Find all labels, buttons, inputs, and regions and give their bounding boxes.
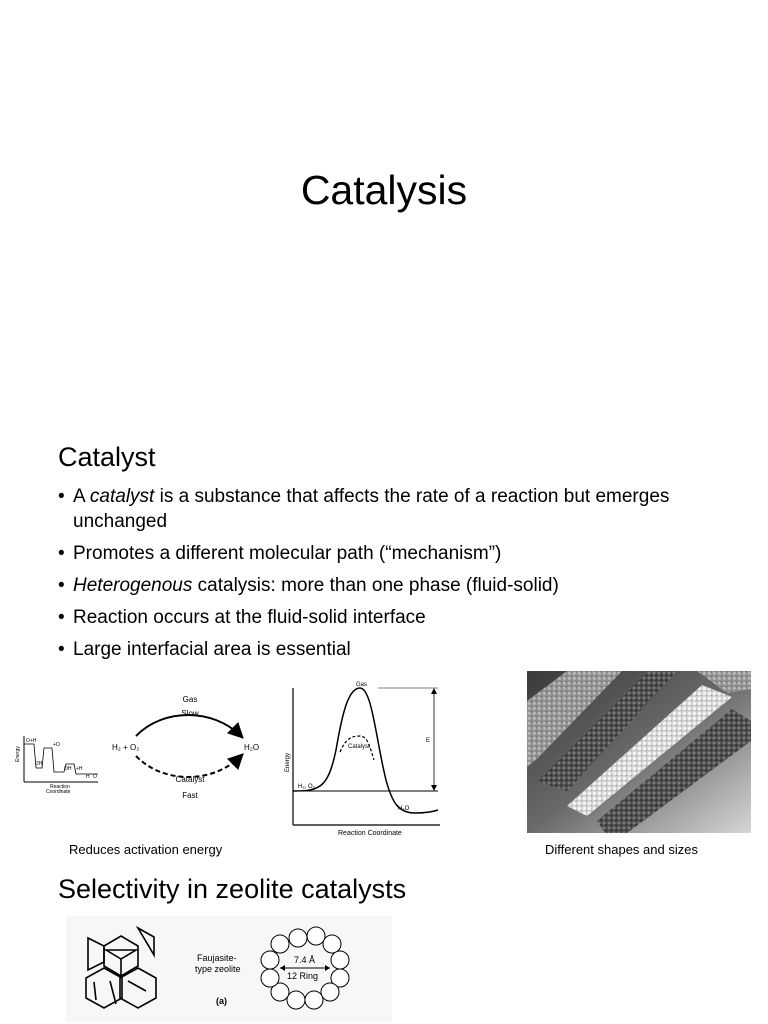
bullet-item <box>58 573 748 598</box>
zeolite-label: Faujasite- <box>197 953 237 963</box>
pathway-reactants: H₂ + O₂ <box>112 743 140 752</box>
caption-activation-energy: Reduces activation energy <box>69 842 223 857</box>
bullet-emphasis: Heterogenous <box>73 575 193 596</box>
pathway-bottom-speed: Fast <box>182 791 198 800</box>
energy-e-label: E <box>426 738 431 744</box>
bullet-dot: • <box>58 639 65 660</box>
panel-label: (a) <box>216 996 227 1006</box>
bullet-dot: • <box>58 486 65 507</box>
bullet-emphasis: catalyst <box>89 486 155 507</box>
bullet-item <box>58 484 748 534</box>
bullet-dot: • <box>58 575 65 596</box>
energy-start-label: H₂, O₂ <box>298 784 315 790</box>
small-label: +H <box>30 738 37 744</box>
small-ylabel: Energy <box>15 746 21 762</box>
energy-end-label: H₂O <box>398 806 410 812</box>
small-label: OH <box>64 766 72 772</box>
small-label: O <box>26 738 30 744</box>
bullet-item <box>58 637 748 662</box>
fast-path-arrow <box>136 756 241 777</box>
slide-title: Catalysis <box>300 167 468 213</box>
bullet-text: A <box>73 486 90 507</box>
bullet-text: Reaction occurs at the fluid-solid interface <box>73 607 426 628</box>
ring-type-label: 12 Ring <box>287 971 319 981</box>
selectivity-heading: Selectivity in zeolite catalysts <box>58 874 407 904</box>
energy-peak-label: Gas <box>356 682 368 688</box>
bullet-item <box>58 541 748 566</box>
ring-size-label: 7.4 Å <box>294 955 316 965</box>
small-xlabel: Reaction <box>50 784 70 790</box>
pathway-top-speed: Slow <box>181 709 199 718</box>
slow-path-arrow <box>136 715 241 736</box>
energy-xlabel: Reaction Coordinate <box>338 830 402 837</box>
energy-ylabel: Energy <box>285 752 291 772</box>
small-xlabel: Coordinate <box>46 789 71 794</box>
small-label: +O <box>53 742 60 748</box>
energy-diagram <box>280 680 445 840</box>
bullet-text: catalysis: more than one phase (fluid-solid) <box>192 575 559 596</box>
small-label: 2H <box>36 761 43 767</box>
bullet-text: Promotes a different molecular path (“mechanism”) <box>73 543 502 564</box>
energy-catalyst-label: Catalyst <box>348 744 370 750</box>
pathway-top-label: Gas <box>182 695 198 704</box>
catalyst-pellets-photo <box>527 671 751 833</box>
bullet-text: is a substance that affects the rate of a reaction but emerges unchanged <box>73 486 670 532</box>
bullet-dot: • <box>58 607 65 628</box>
small-energy-diagram <box>12 734 102 794</box>
bullet-text: Large interfacial area is essential <box>73 639 351 660</box>
bullet-dot: • <box>58 543 65 564</box>
small-label: H <box>86 774 90 780</box>
catalyst-heading: Catalyst <box>58 442 156 472</box>
small-label: +H <box>76 766 83 772</box>
pathway-product: H₂O <box>244 743 260 752</box>
pathway-bottom-label: Catalyst <box>175 775 205 784</box>
small-label: O <box>93 774 97 780</box>
caption-shapes-sizes: Different shapes and sizes <box>545 842 698 857</box>
uncatalyzed-curve <box>293 688 438 813</box>
bullet-list <box>58 484 748 669</box>
zeolite-label: type zeolite <box>195 964 241 974</box>
bullet-item <box>58 605 748 630</box>
zeolite-figure <box>66 916 392 1022</box>
reaction-pathway-diagram <box>108 690 268 802</box>
